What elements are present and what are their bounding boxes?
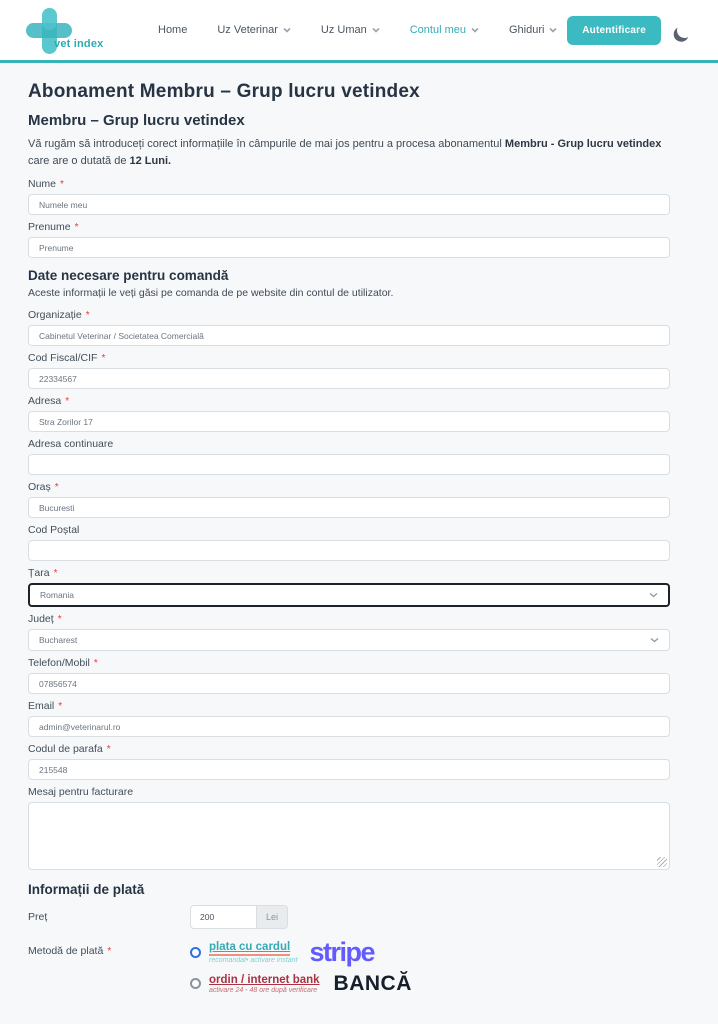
selected-value: Romania	[40, 590, 75, 601]
required-asterisk: *	[60, 179, 64, 191]
intro-duration: 12 Luni.	[129, 155, 172, 168]
price-label: Preț	[28, 911, 48, 924]
label-text: Metodă de plată	[28, 945, 104, 958]
field-label	[28, 221, 670, 234]
label-text: Nume	[28, 178, 57, 191]
selected-value: Bucharest	[39, 635, 78, 646]
nav-label: Uz Uman	[320, 24, 367, 36]
main-nav	[158, 24, 567, 36]
banca-logo: BANCĂ	[333, 972, 412, 996]
field-label	[28, 657, 670, 670]
nav-item-contul-meu[interactable]	[410, 24, 479, 36]
field-cod-postal	[28, 524, 670, 561]
organizatie-input[interactable]	[28, 325, 670, 346]
adresa-input[interactable]	[28, 411, 670, 432]
label-text: Codul de parafa	[28, 743, 103, 756]
field-label	[28, 481, 670, 494]
intro-pre: Vă rugăm să introduceți corect informațiile în câmpurile de mai jos pentru a procesa abonamentul	[28, 138, 505, 150]
card-link-block	[209, 941, 297, 964]
bank-payment-radio[interactable]	[190, 978, 201, 989]
currency-suffix: Lei	[256, 905, 288, 929]
field-label	[28, 567, 670, 580]
field-telefon	[28, 657, 670, 694]
chevron-down-icon	[549, 27, 557, 33]
judet-select[interactable]	[28, 629, 670, 651]
required-asterisk: *	[107, 946, 112, 958]
chevron-down-icon	[283, 27, 291, 33]
nav-item-ghiduri[interactable]	[509, 24, 557, 36]
field-label	[28, 786, 670, 799]
field-label	[28, 613, 670, 626]
field-label	[28, 700, 670, 713]
nume-input[interactable]	[28, 194, 670, 215]
page-title: Abonament Membru – Grup lucru vetindex	[28, 81, 420, 102]
field-nume	[28, 178, 670, 215]
stripe-logo: stripe	[309, 937, 374, 968]
section-title-payment: Informații de plată	[28, 882, 145, 898]
required-asterisk: *	[65, 396, 70, 408]
required-asterisk: *	[54, 482, 59, 494]
field-label	[28, 309, 670, 322]
field-organizatie	[28, 309, 670, 346]
telefon-input[interactable]	[28, 673, 670, 694]
nav-label: Uz Veterinar	[217, 24, 278, 36]
chevron-down-icon	[649, 592, 658, 598]
chevron-down-icon	[650, 637, 659, 643]
field-adresa	[28, 395, 670, 432]
mesaj-facturare-textarea[interactable]	[28, 802, 670, 870]
cod-postal-input[interactable]	[28, 540, 670, 561]
prenume-input[interactable]	[28, 237, 670, 258]
field-cod-fiscal	[28, 352, 670, 389]
field-label	[28, 178, 670, 191]
section-description: Aceste informații le veți găsi pe comanda de pe website din contul de utilizator.	[28, 287, 394, 300]
label-text: Oraș	[28, 481, 51, 494]
adresa-continuare-input[interactable]	[28, 454, 670, 475]
label-text: Telefon/Mobil	[28, 657, 90, 670]
card-payment-note: recomandat• activare instant	[209, 957, 298, 965]
payment-method-label	[28, 939, 190, 957]
label-text: Cod Poștal	[28, 524, 80, 537]
field-prenume	[28, 221, 670, 258]
intro-text	[28, 136, 668, 170]
price-input[interactable]	[190, 905, 256, 929]
field-email	[28, 700, 670, 737]
card-payment-link[interactable]: plata cu cardul	[209, 941, 290, 956]
required-asterisk: *	[57, 614, 62, 626]
field-label	[28, 395, 670, 408]
bank-link-block	[209, 974, 320, 994]
label-text: Județ	[28, 613, 54, 626]
field-tara	[28, 567, 670, 607]
nav-label: Home	[158, 24, 188, 36]
price-row	[28, 905, 670, 929]
required-asterisk: *	[53, 568, 58, 580]
login-button[interactable]: Autentificare	[567, 16, 661, 45]
label-text: Țara	[28, 567, 50, 580]
resize-grip-icon[interactable]	[657, 857, 667, 867]
cod-parafa-input[interactable]	[28, 759, 670, 780]
payment-options	[190, 939, 412, 994]
logo-text: vet index	[54, 38, 104, 50]
vetindex-logo[interactable]	[22, 4, 132, 56]
email-input[interactable]	[28, 716, 670, 737]
field-cod-parafa	[28, 743, 670, 780]
field-mesaj-facturare	[28, 786, 670, 870]
page-subtitle: Membru – Grup lucru vetindex	[28, 112, 245, 129]
cod-fiscal-input[interactable]	[28, 368, 670, 389]
payment-method-row	[28, 939, 670, 994]
field-label	[28, 438, 670, 451]
nav-label: Contul meu	[409, 24, 466, 36]
label-text: Organizație	[28, 309, 82, 322]
field-label	[28, 743, 670, 756]
required-asterisk: *	[106, 744, 111, 756]
required-asterisk: *	[58, 701, 63, 713]
label-text: Email	[28, 700, 55, 713]
card-payment-radio[interactable]	[190, 947, 201, 958]
price-input-group	[190, 905, 288, 929]
nav-item-home[interactable]	[158, 24, 187, 36]
label-text: Mesaj pentru facturare	[28, 786, 134, 799]
label-text: Cod Fiscal/CIF	[28, 352, 98, 365]
field-adresa-continuare	[28, 438, 670, 475]
required-asterisk: *	[101, 353, 106, 365]
required-asterisk: *	[93, 658, 98, 670]
field-oras	[28, 481, 670, 518]
nav-label: Ghiduri	[508, 24, 545, 36]
payment-option-card	[190, 939, 412, 966]
dark-mode-moon-icon[interactable]	[676, 21, 694, 39]
label-text: Adresa continuare	[28, 438, 114, 451]
field-label	[28, 524, 670, 537]
tara-select[interactable]	[28, 583, 670, 607]
label-text: Adresa	[28, 395, 62, 408]
field-label	[28, 352, 670, 365]
main-content	[0, 60, 718, 1024]
required-asterisk: *	[85, 310, 90, 322]
chevron-down-icon	[372, 27, 380, 33]
site-header	[0, 0, 718, 60]
nav-item-uz-veterinar[interactable]	[217, 24, 291, 36]
nav-item-uz-uman[interactable]	[321, 24, 380, 36]
oras-input[interactable]	[28, 497, 670, 518]
bank-payment-link[interactable]: ordin / internet bank	[209, 973, 320, 986]
label-text: Prenume	[28, 221, 71, 234]
intro-plan-name: Membru - Grup lucru vetindex	[504, 138, 662, 150]
chevron-down-icon	[471, 27, 479, 33]
bank-payment-note: activare 24 - 48 ore după verificare	[209, 986, 318, 994]
intro-mid: care are o dutată de	[28, 155, 130, 168]
payment-option-bank	[190, 973, 412, 994]
field-judet	[28, 613, 670, 651]
section-title-order-data: Date necesare pentru comandă	[28, 268, 229, 284]
required-asterisk: *	[74, 222, 79, 234]
